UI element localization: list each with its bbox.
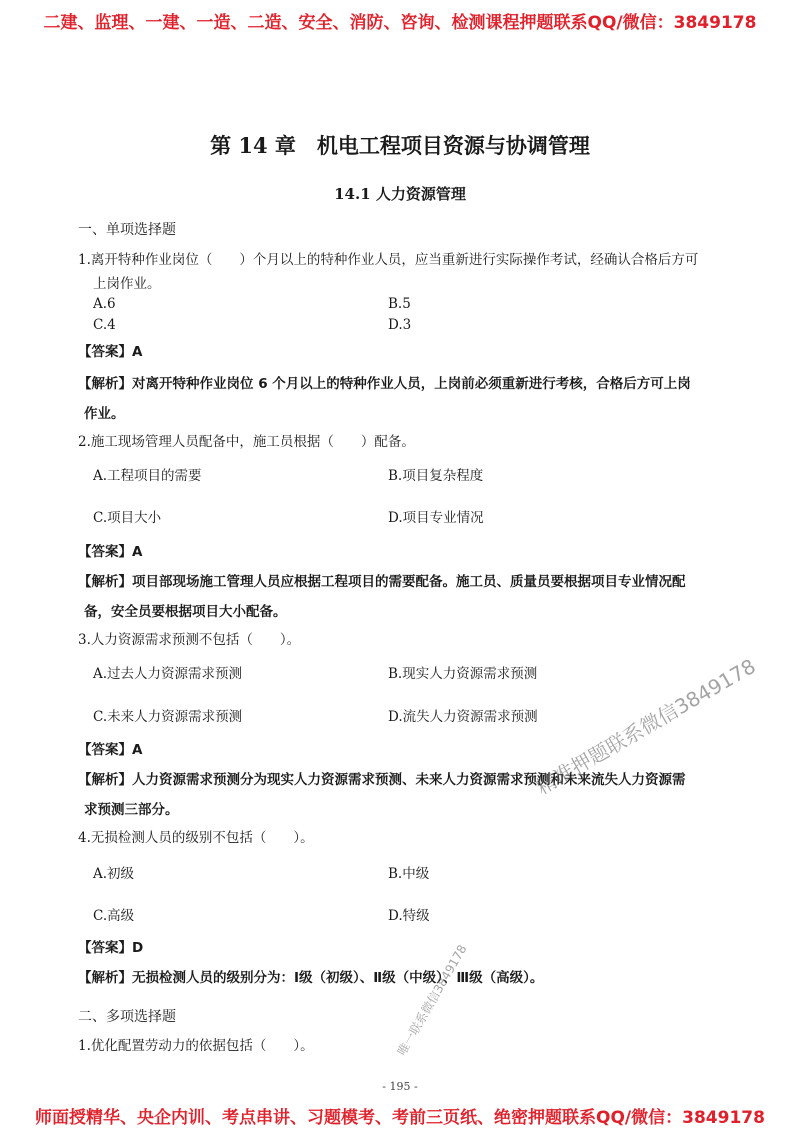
question-2-stem: 2.施工现场管理人员配备中，施工员根据（ ）配备。 — [78, 434, 415, 450]
question-2-answer: 【答案】A — [78, 544, 143, 560]
question-1-stem: 1.离开特种作业岗位（ ）个月以上的特种作业人员，应当重新进行实际操作考试，经确认合格后方可 — [78, 252, 699, 268]
multi-question-1-stem: 1.优化配置劳动力的依据包括（ ）。 — [78, 1038, 314, 1054]
question-4-option-b: B.中级 — [388, 866, 430, 882]
question-1-option-d: D.3 — [388, 317, 412, 333]
question-3-option-a: A.过去人力资源需求预测 — [93, 666, 243, 682]
question-4-stem: 4.无损检测人员的级别不包括（ ）。 — [78, 830, 314, 846]
question-4-option-d: D.特级 — [388, 908, 430, 924]
question-1-explanation: 【解析】对离开特种作业岗位 6 个月以上的特种作业人员，上岗前必须重新进行考核，合格后方可上岗 — [78, 376, 691, 392]
chapter-title: 第 14 章 机电工程项目资源与协调管理 — [210, 133, 590, 158]
question-2-option-b: B.项目复杂程度 — [388, 468, 484, 484]
question-1-stem-cont: 上岗作业。 — [93, 276, 161, 292]
question-4-explanation: 【解析】无损检测人员的级别分为：Ⅰ级（初级）、Ⅱ级（中级）、Ⅲ级（高级）。 — [78, 970, 544, 986]
question-2-explanation-cont: 备，安全员要根据项目大小配备。 — [84, 604, 287, 620]
question-3-option-b: B.现实人力资源需求预测 — [388, 666, 538, 682]
section-title: 14.1 人力资源管理 — [334, 185, 466, 203]
question-3-explanation: 【解析】人力资源需求预测分为现实人力资源需求预测、未来人力资源需求预测和未来流失人力资源需 — [78, 772, 686, 788]
question-3-option-c: C.未来人力资源需求预测 — [93, 709, 243, 725]
question-1-explanation-cont: 作业。 — [84, 406, 125, 422]
question-3-answer: 【答案】A — [78, 742, 143, 758]
question-2-explanation: 【解析】项目部现场施工管理人员应根据工程项目的需要配备。施工员、质量员要根据项目专业情况配 — [78, 574, 686, 590]
question-1-option-a: A.6 — [93, 296, 116, 312]
question-3-stem: 3.人力资源需求预测不包括（ ）。 — [78, 632, 301, 648]
question-2-option-d: D.项目专业情况 — [388, 510, 484, 526]
question-2-option-c: C.项目大小 — [93, 510, 162, 526]
multiple-choice-heading: 二、多项选择题 — [78, 1009, 176, 1025]
question-4-option-c: C.高级 — [93, 908, 135, 924]
question-1-answer: 【答案】A — [78, 344, 143, 360]
page-number: - 195 - — [382, 1080, 418, 1093]
bottom-promo-banner: 师面授精华、央企内训、考点串讲、习题模考、考前三页纸、绝密押题联系QQ/微信：3849178 — [35, 1108, 765, 1128]
question-4-option-a: A.初级 — [93, 866, 135, 882]
question-3-option-d: D.流失人力资源需求预测 — [388, 709, 538, 725]
watermark-diagonal: 精准押题联系微信3849178 — [532, 653, 760, 800]
top-promo-banner: 二建、监理、一建、一造、二造、安全、消防、咨询、检测课程押题联系QQ/微信：3849178 — [43, 13, 757, 33]
watermark-contact: 唯一联系微信3849178 — [394, 942, 470, 1058]
question-3-explanation-cont: 求预测三部分。 — [84, 802, 179, 818]
single-choice-heading: 一、单项选择题 — [78, 222, 176, 238]
question-1-option-c: C.4 — [93, 317, 116, 333]
question-2-option-a: A.工程项目的需要 — [93, 468, 202, 484]
question-4-answer: 【答案】D — [78, 940, 144, 956]
question-1-option-b: B.5 — [388, 296, 411, 312]
